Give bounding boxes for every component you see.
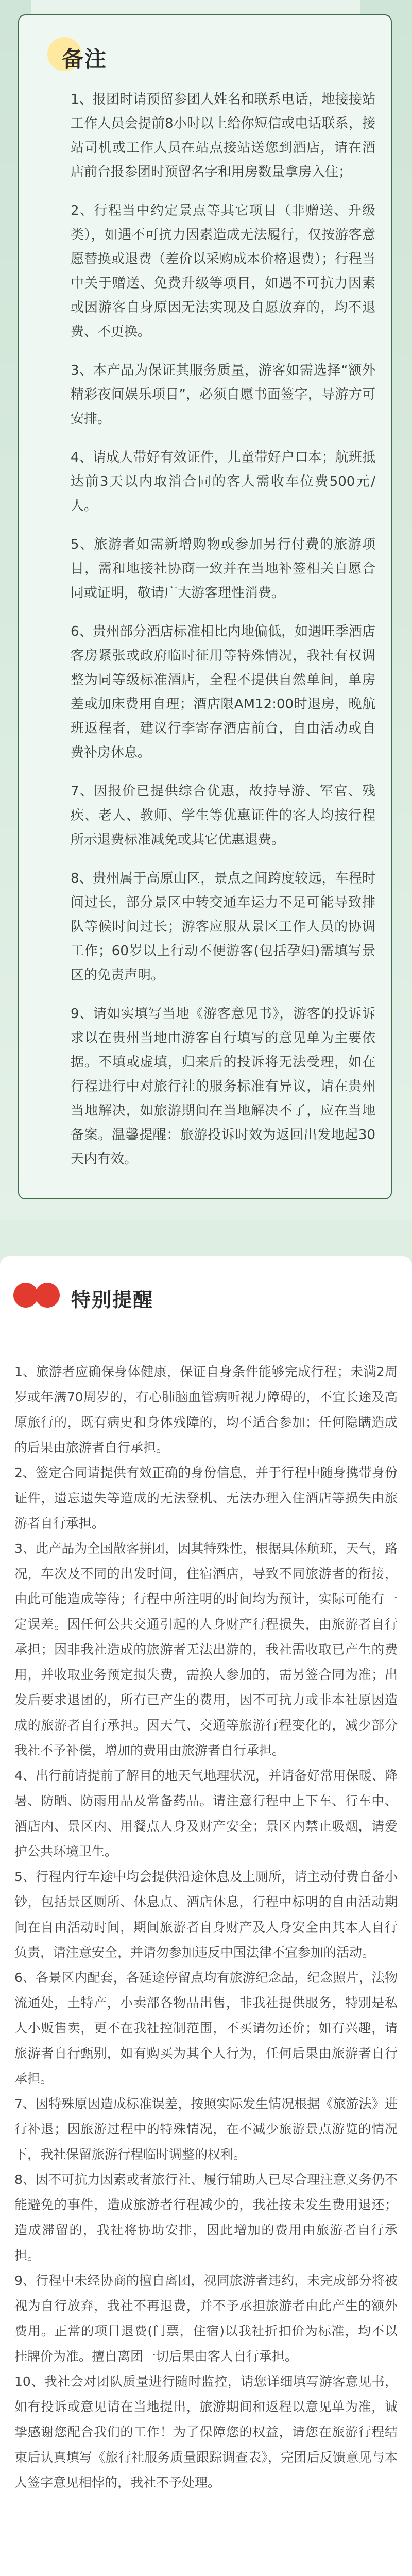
- reminder-item: 10、我社会对团队质量进行随时监控，请您详细填写游客意见书，如有投诉或意见请在当地提出，旅游期间和返程以意见单为准，诚挚感谢您配合我们的工作！为了保障您的权益，请您在旅游行程结束后认真填写《旅行社服务质量跟踪调查表》，完团后反馈意见与本人签字意见相悖的，我社不予处理。: [14, 2374, 398, 2490]
- reminder-item: 7、因特殊原因造成标准误差，按照实际发生情况根据《旅游法》进行补退；因旅游过程中的特殊情况，在不减少旅游景点游览的情况下，我社保留旅游行程临时调整的权利。: [14, 2096, 398, 2162]
- remarks-title: 备注: [62, 46, 108, 72]
- reminder-item: 8、因不可抗力因素或者旅行社、履行辅助人已尽合理注意义务仍不能避免的事件，造成旅游者行程减少的，我社按未发生费用退还；造成滞留的，我社将协助安排，因此增加的费用由旅游者自行承担。: [14, 2172, 398, 2263]
- remarks-item: 4、请成人带好有效证件，儿童带好户口本；航班抵达前3天以内取消合同的客人需收车位费500元/人。: [71, 450, 375, 514]
- reminder-item: 5、行程内行车途中均会提供沿途休息及上厕所，请主动付费自备小钞，包括景区厕所、休息点、酒店休息，行程中标明的自由活动期间在自由活动时间，期间旅游者自身财产及人身安全由其本人自行负责，请注意安全，并请勿参加违反中国法律不宜参加的活动。: [14, 1869, 398, 1960]
- reminder-list: [14, 1359, 398, 2495]
- red-dot-icon: [13, 1283, 38, 1308]
- red-dot-icon: [35, 1283, 60, 1308]
- remarks-section: [0, 0, 412, 1220]
- remarks-item: 9、请如实填写当地《游客意见书》，游客的投诉诉求以在贵州当地由游客自行填写的意见单为主要依据。不填或虚填，归来后的投诉将无法受理，如在行程进行中对旅行社的服务标准有异议，请在贵州当地解决，如旅游期间在当地解决不了，应在当地备案。温馨提醒：旅游投诉时效为返回出发地起30天内有效。: [71, 1006, 375, 1167]
- remarks-item: 8、贵州属于高原山区，景点之间跨度较远，车程时间过长，部分景区中转交通车运力不足可能导致排队等候时间过长；游客应服从景区工作人员的协调工作；60岁以上行动不便游客(包括孕妇)需填写景区的免责声明。: [71, 871, 375, 983]
- reminder-title: 特别提醒: [71, 1289, 154, 1311]
- remarks-heading: [47, 36, 119, 75]
- reminder-section: [0, 1256, 412, 2576]
- reminder-item: 2、签定合同请提供有效正确的身份信息，并于行程中随身携带身份证件，遗忘遗失等造成的无法登机、无法办理入住酒店等损失由旅游者自行承担。: [14, 1465, 398, 1531]
- remarks-item: 1、报团时请预留参团人姓名和联系电话，地接接站工作人员会提前8小时以上给你短信或电话联系，接站司机或工作人员在站点接站送您到酒店，请在酒店前台报参团时预留名字和用房数量拿房入住；: [71, 92, 375, 180]
- remarks-item: 6、贵州部分酒店标准相比内地偏低，如遇旺季酒店客房紧张或政府临时征用等特殊情况，我社有权调整为同等级标准酒店，全程不提供自然单间，单房差或加床费用自理；酒店限AM12:00时退房，晚航班返程者，建议行李寄存酒店前台，自由活动或自费补房休息。: [71, 624, 375, 760]
- remarks-card: [18, 14, 392, 1199]
- reminder-item: 9、行程中未经协商的擅自离团，视同旅游者违约，未完成部分将被视为自行放弃，我社不再退费，并不予承担旅游者由此产生的额外费用。正常的项目退费(门票，住宿)以我社折扣价为标准，均不以挂牌价为准。擅自离团一切后果由客人自行承担。: [14, 2273, 398, 2364]
- reminder-item: 4、出行前请提前了解目的地天气地理状况，并请备好常用保暖、降暑、防晒、防雨用品及常备药品。请注意行程中上下车、行车中、酒店内、景区内、用餐点人身及财产安全；景区内禁止吸烟，请爱护公共环境卫生。: [14, 1768, 398, 1859]
- remarks-item: 5、旅游者如需新增购物或参加另行付费的旅游项目，需和地接社协商一致并在当地补签相关自愿合同或证明，敬请广大游客理性消费。: [71, 537, 375, 601]
- remarks-list: [71, 88, 375, 1186]
- remarks-item: 2、行程当中约定景点等其它项目（非赠送、升级类），如遇不可抗力因素造成无法履行，仅按游客意愿替换或退费（差价以采购成本价格退费）；行程当中关于赠送、免费升级等项目，如遇不可抗力因素或因游客自身原因无法实现及自愿放弃的，均不退费、不更换。: [71, 203, 375, 340]
- reminder-item: 3、此产品为全国散客拼团，因其特殊性，根据具体航班，天气，路况，车次及不同的出发时间，住宿酒店，导致不同旅游者的衔接，由此可能造成等待；行程中所注明的时间均为预计，实际可能有一定误差。因任何公共交通引起的人身财产行程损失，由旅游者自行承担；因非我社造成的旅游者无法出游的，我社需收取已产生的费用，并收取业务预定损失费，需换人参加的，需另签合同为准；出发后要求退团的，所有已产生的费用，因不可抗力或非本社原因造成的旅游者自行承担。因天气、交通等旅游行程变化的，减少部分我社不予补偿，增加的费用由旅游者自行承担。: [14, 1541, 398, 1758]
- reminder-item: 6、各景区内配套，各延途停留点均有旅游纪念品，纪念照片，法物流通处，土特产，小卖部各物品出售，非我社提供服务，特别是私人小贩售卖，更不在我社控制范围，不买请勿还价；如有兴趣，请旅游者自行甄别，如有购买为其个人行为，任何后果由旅游者自行承担。: [14, 1970, 398, 2086]
- reminder-item: 1、旅游者应确保身体健康，保证自身条件能够完成行程；未满2周岁或年满70周岁的，有心肺脑血管病听视力障碍的，不宜长途及高原旅行的，既有病史和身体残障的，均不适合参加；任何隐瞒造成的后果由旅游者自行承担。: [14, 1364, 398, 1455]
- remarks-item: 7、因报价已提供综合优惠，故持导游、军官、残疾、老人、教师、学生等优惠证件的客人均按行程所示退费标准减免或其它优惠退费。: [71, 784, 375, 848]
- reminder-heading: [13, 1277, 219, 1313]
- remarks-item: 3、本产品为保证其服务质量，游客如需选择“额外精彩夜间娱乐项目”，必须自愿书面签字，导游方可安排。: [71, 363, 375, 427]
